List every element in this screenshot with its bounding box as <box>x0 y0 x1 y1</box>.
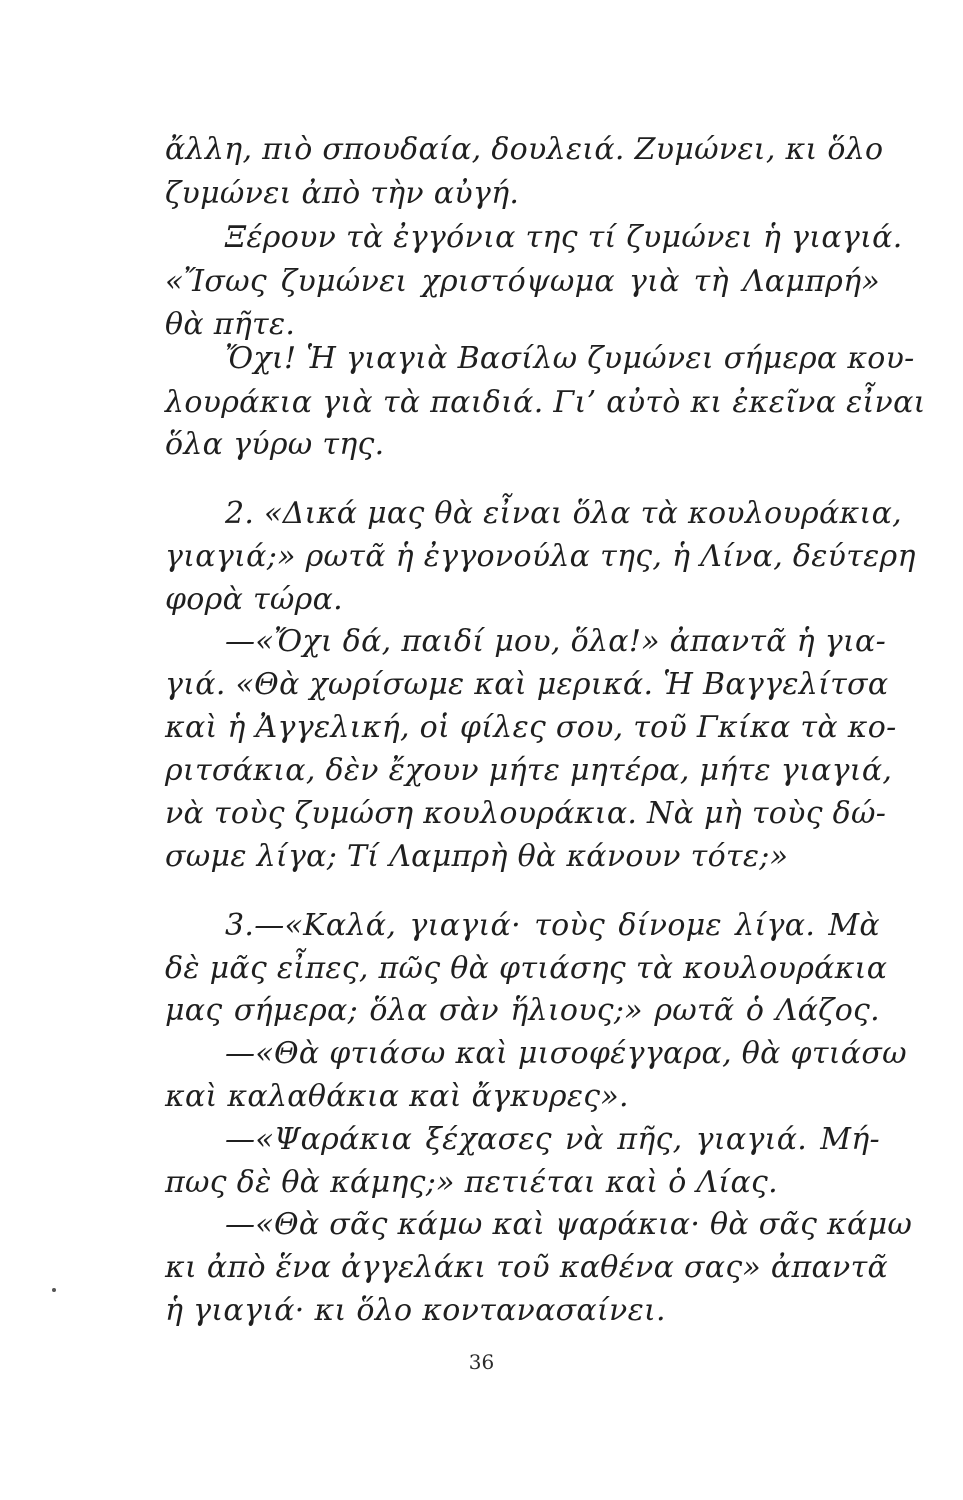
page-number: 36 <box>468 1350 495 1374</box>
text-line: ζυμώνει ἀπὸ τὴν αὐγή. <box>165 176 520 211</box>
text-line: νὰ τοὺς ζυμώση κουλουράκια. Νὰ μὴ τοὺς δώ- <box>165 796 887 831</box>
text-line: ἡ γιαγιά· κι ὅλο κοντανασαίνει. <box>165 1293 666 1328</box>
text-line: γιαγιά;» ρωτᾶ ἡ ἐγγονούλα της, ἡ Λίνα, δεύτερη <box>165 539 916 574</box>
text-line: γιά. «Θὰ χωρίσωμε καὶ μερικά. Ἡ Βαγγελίτσα <box>165 667 889 702</box>
text-line: καὶ καλαθάκια καὶ ἄγκυρες». <box>165 1079 629 1114</box>
text-line: 3.—«Καλά, γιαγιά· τοὺς δίνομε λίγα. Μὰ <box>225 908 880 943</box>
text-line: «Ἴσως ζυμώνει χριστόψωμα γιὰ τὴ Λαμπρή» <box>165 264 880 299</box>
text-line: καὶ ἡ Ἀγγελική, οἱ φίλες σου, τοῦ Γκίκα τὰ κο- <box>165 710 897 745</box>
text-line: φορὰ τώρα. <box>165 582 343 617</box>
print-speck <box>52 1288 56 1292</box>
text-line: 2. «Δικά μας θὰ εἶναι ὅλα τὰ κουλουράκια, <box>225 496 902 531</box>
text-line: —«Θὰ σᾶς κάμω καὶ ψαράκια· θὰ σᾶς κάμω <box>225 1207 913 1242</box>
text-line: ἄλλη, πιὸ σπουδαία, δουλειά. Ζυμώνει, κι ὅλο <box>165 132 884 167</box>
text-line: —«Ψαράκια ξέχασες νὰ πῆς, γιαγιά. Μή- <box>225 1122 880 1157</box>
text-line: ὅλα γύρω της. <box>165 427 385 462</box>
text-line: ριτσάκια, δὲν ἔχουν μήτε μητέρα, μήτε γιαγιά, <box>165 753 893 788</box>
text-line: —«Θὰ φτιάσω καὶ μισοφέγγαρα, θὰ φτιάσω <box>225 1036 907 1071</box>
text-line: Ὄχι! Ἡ γιαγιὰ Βασίλω ζυμώνει σήμερα κου- <box>225 341 915 376</box>
text-line: Ξέρουν τὰ ἐγγόνια της τί ζυμώνει ἡ γιαγιά. <box>225 220 903 255</box>
text-line: πως δὲ θὰ κάμης;» πετιέται καὶ ὁ Λίας. <box>165 1165 778 1200</box>
text-line: μας σήμερα; ὅλα σὰν ἥλιους;» ρωτᾶ ὁ Λάζος. <box>165 993 880 1028</box>
text-line: δὲ μᾶς εἶπες, πῶς θὰ φτιάσης τὰ κουλουράκια <box>165 951 888 986</box>
text-line: κι ἀπὸ ἕνα ἀγγελάκι τοῦ καθένα σας» ἀπαντᾶ <box>165 1250 889 1285</box>
text-line: σωμε λίγα; Τί Λαμπρὴ θὰ κάνουν τότε;» <box>165 839 789 874</box>
text-line: —«Ὄχι δά, παιδί μου, ὅλα!» ἀπαντᾶ ἡ για- <box>225 624 887 659</box>
text-line: λουράκια γιὰ τὰ παιδιά. Γι’ αὐτὸ κι ἐκεῖνα εἶναι <box>165 385 926 420</box>
text-line: θὰ πῆτε. <box>165 307 296 342</box>
